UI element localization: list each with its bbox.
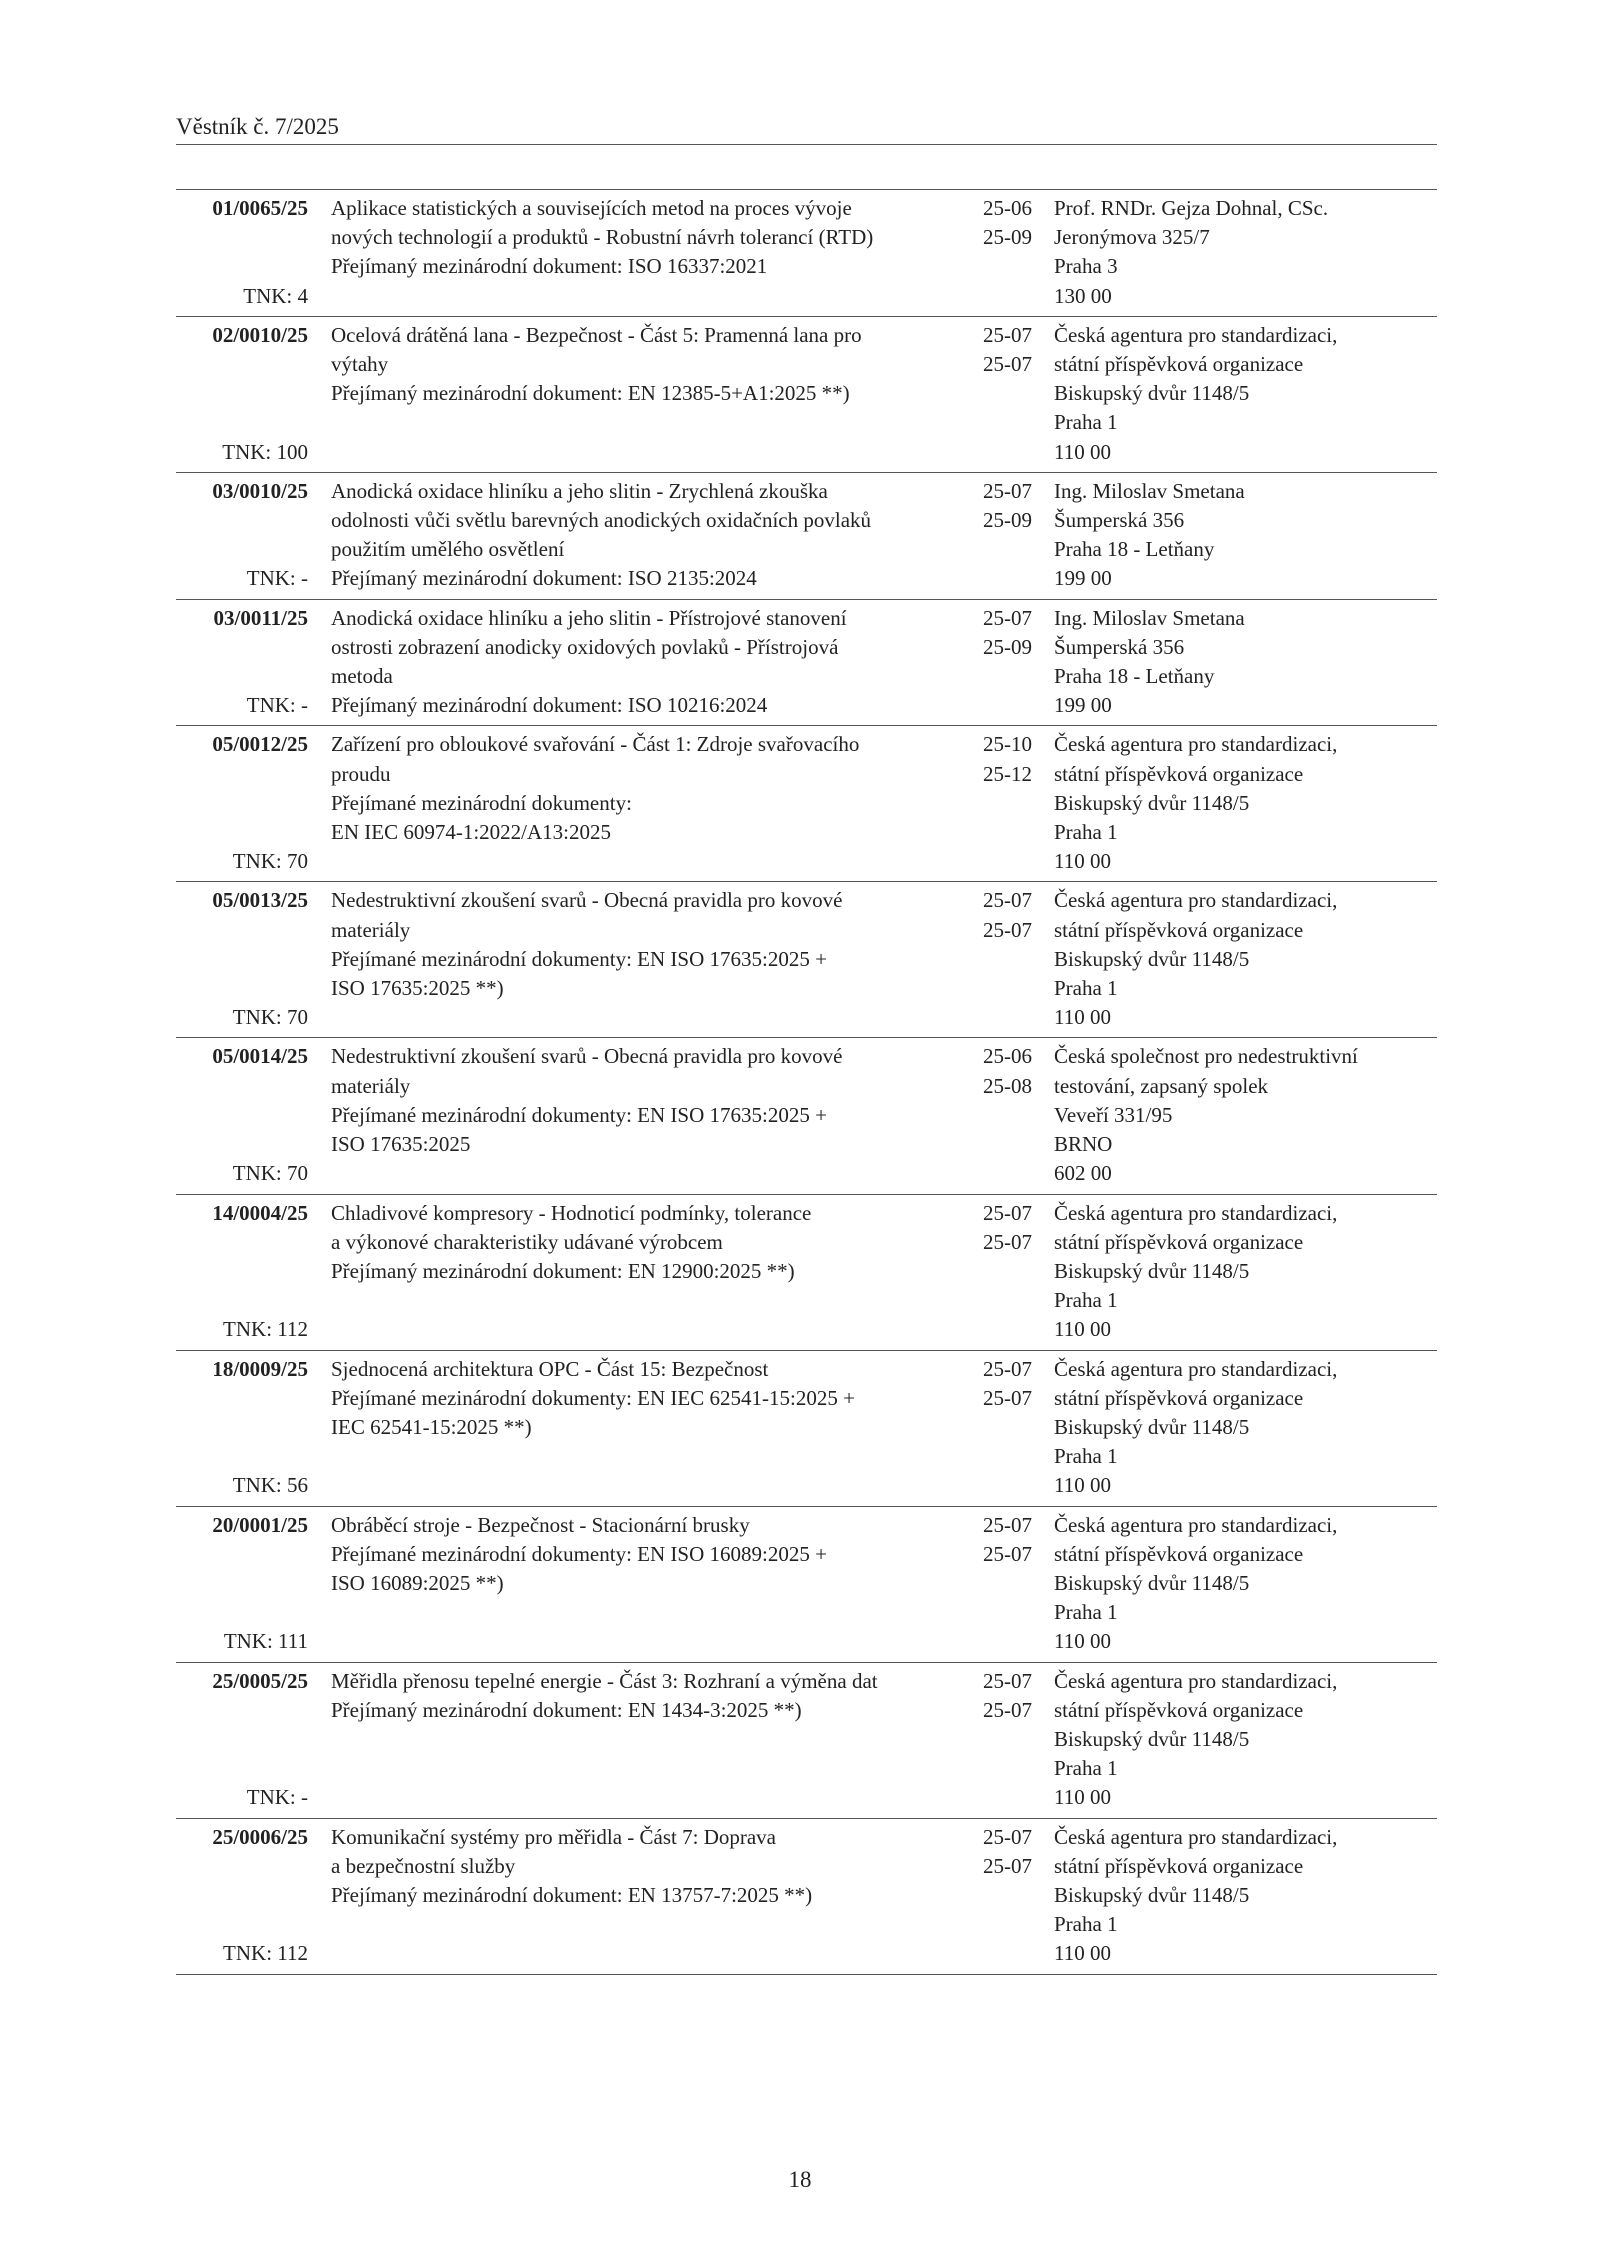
- description-line: Sjednocená architektura OPC - Část 15: Bezpečnost: [331, 1356, 769, 1381]
- address-line: 110 00: [1054, 1005, 1111, 1030]
- dates-cell: [967, 1355, 1042, 1501]
- standard-id-cell: [176, 886, 308, 1032]
- standard-id-cell: [176, 604, 308, 721]
- address-line: státní příspěvková organizace: [1054, 1853, 1304, 1878]
- dates-cell: [967, 1199, 1042, 1345]
- standard-number: 25/0005/25: [212, 1668, 308, 1693]
- tnk-label: TNK: 70: [232, 1005, 308, 1030]
- date-value: 25-06: [983, 1044, 1032, 1069]
- standard-number: 05/0013/25: [212, 888, 308, 913]
- processor-address-cell: [1042, 1511, 1437, 1657]
- table-row: [176, 1819, 1437, 1975]
- address-line: 110 00: [1054, 849, 1111, 874]
- description-line: Přejímaný mezinárodní dokument: ISO 2135:2024: [331, 566, 757, 591]
- standard-number: 01/0065/25: [212, 196, 308, 220]
- tnk-label: TNK: 70: [232, 849, 308, 874]
- description-line: Přejímané mezinárodní dokumenty: EN IEC 62541-15:2025 +: [331, 1385, 855, 1410]
- address-line: státní příspěvková organizace: [1054, 761, 1304, 786]
- date-value: 25-07: [983, 1853, 1032, 1878]
- description-cell: [308, 1042, 967, 1188]
- table-row: [176, 726, 1437, 882]
- description-line: Komunikační systémy pro měřidla - Část 7: Doprava: [331, 1824, 776, 1849]
- address-line: Praha 1: [1054, 1288, 1118, 1313]
- description-cell: [308, 1511, 967, 1657]
- standard-id-cell: [176, 1199, 308, 1345]
- standard-id-cell: [176, 1511, 308, 1657]
- standard-id-cell: [176, 730, 308, 876]
- address-line: Ing. Miloslav Smetana: [1054, 478, 1245, 503]
- description-line: Přejímaný mezinárodní dokument: EN 12385-5+A1:2025 **): [331, 381, 850, 406]
- date-value: 25-07: [983, 322, 1032, 347]
- description-line: a bezpečnostní služby: [331, 1853, 516, 1878]
- description-cell: [308, 194, 967, 311]
- standard-number: 25/0006/25: [212, 1824, 308, 1849]
- date-value: 25-07: [983, 1356, 1032, 1381]
- dates-cell: [967, 1823, 1042, 1969]
- table-row: [176, 1507, 1437, 1663]
- processor-address-cell: [1042, 1823, 1437, 1969]
- description-cell: [308, 321, 967, 467]
- description-line: Přejímaný mezinárodní dokument: EN 13757-7:2025 **): [331, 1882, 813, 1907]
- date-value: 25-09: [983, 634, 1032, 659]
- date-value: 25-07: [983, 352, 1032, 377]
- standard-id-cell: [176, 1823, 308, 1969]
- address-line: Česká agentura pro standardizaci,: [1054, 1356, 1338, 1381]
- page-header: [176, 112, 1437, 145]
- tnk-label: TNK: 111: [223, 1629, 308, 1654]
- address-line: Praha 1: [1054, 976, 1118, 1001]
- standard-number: 05/0012/25: [212, 732, 308, 757]
- address-line: státní příspěvková organizace: [1054, 1541, 1304, 1566]
- tnk-label: TNK: 112: [223, 1317, 308, 1342]
- address-line: Česká agentura pro standardizaci,: [1054, 732, 1338, 757]
- description-line: Nedestruktivní zkoušení svarů - Obecná pravidla pro kovové: [331, 888, 843, 913]
- description-cell: [308, 730, 967, 876]
- description-line: ISO 17635:2025: [331, 1132, 471, 1157]
- address-line: Biskupský dvůr 1148/5: [1054, 381, 1250, 406]
- address-line: Biskupský dvůr 1148/5: [1054, 1258, 1250, 1283]
- address-line: Biskupský dvůr 1148/5: [1054, 1882, 1250, 1907]
- tnk-label: TNK: 4: [243, 283, 308, 308]
- address-line: státní příspěvková organizace: [1054, 352, 1304, 377]
- table-row: [176, 1195, 1437, 1351]
- standard-id-cell: [176, 321, 308, 467]
- description-line: Měřidla přenosu tepelné energie - Část 3: Rozhraní a výměna dat: [331, 1668, 878, 1693]
- description-cell: [308, 604, 967, 721]
- description-cell: [308, 1199, 967, 1345]
- address-line: Prof. RNDr. Gejza Dohnal, CSc.: [1054, 196, 1329, 220]
- address-line: 110 00: [1054, 1473, 1111, 1498]
- description-cell: [308, 477, 967, 594]
- standard-number: 02/0010/25: [212, 322, 308, 347]
- date-value: 25-06: [983, 196, 1032, 220]
- address-line: Ing. Miloslav Smetana: [1054, 605, 1245, 630]
- address-line: Biskupský dvůr 1148/5: [1054, 946, 1250, 971]
- tnk-label: TNK: 100: [222, 439, 308, 464]
- description-line: nových technologií a produktů - Robustní návrh tolerancí (RTD): [331, 225, 874, 250]
- description-line: Ocelová drátěná lana - Bezpečnost - Část 5: Pramenná lana pro: [331, 322, 862, 347]
- date-value: 25-07: [983, 605, 1032, 630]
- address-line: Jeronýmova 325/7: [1054, 225, 1210, 250]
- table-row: [176, 1663, 1437, 1819]
- description-line: IEC 62541-15:2025 **): [331, 1414, 532, 1439]
- tnk-label: TNK: -: [246, 693, 308, 718]
- date-value: 25-10: [983, 732, 1032, 757]
- address-line: 110 00: [1054, 1785, 1111, 1810]
- address-line: státní příspěvková organizace: [1054, 1697, 1304, 1722]
- standard-id-cell: [176, 194, 308, 311]
- address-line: 110 00: [1054, 1317, 1111, 1342]
- date-value: 25-07: [983, 1229, 1032, 1254]
- date-value: 25-07: [983, 1385, 1032, 1410]
- processor-address-cell: [1042, 730, 1437, 876]
- table-row: [176, 473, 1437, 600]
- description-line: Obráběcí stroje - Bezpečnost - Stacionární brusky: [331, 1512, 750, 1537]
- dates-cell: [967, 194, 1042, 311]
- date-value: 25-09: [983, 225, 1032, 250]
- address-line: státní příspěvková organizace: [1054, 1385, 1304, 1410]
- date-value: 25-07: [983, 888, 1032, 913]
- standard-id-cell: [176, 477, 308, 594]
- date-value: 25-07: [983, 1668, 1032, 1693]
- address-line: Česká agentura pro standardizaci,: [1054, 1200, 1338, 1225]
- dates-cell: [967, 604, 1042, 721]
- tnk-label: TNK: -: [246, 566, 308, 591]
- standard-number: 14/0004/25: [212, 1200, 308, 1225]
- tnk-label: TNK: 70: [232, 1161, 308, 1186]
- description-line: Aplikace statistických a souvisejících metod na proces vývoje: [331, 196, 852, 220]
- dates-cell: [967, 321, 1042, 467]
- description-cell: [308, 1823, 967, 1969]
- address-line: Biskupský dvůr 1148/5: [1054, 1414, 1250, 1439]
- description-line: Přejímaný mezinárodní dokument: EN 1434-3:2025 **): [331, 1697, 802, 1722]
- date-value: 25-07: [983, 1512, 1032, 1537]
- description-line: Chladivové kompresory - Hodnoticí podmínky, tolerance: [331, 1200, 812, 1225]
- description-line: metoda: [331, 664, 393, 689]
- address-line: testování, zapsaný spolek: [1054, 1073, 1269, 1098]
- description-line: Přejímané mezinárodní dokumenty: EN ISO 17635:2025 +: [331, 1102, 827, 1127]
- description-line: ostrosti zobrazení anodicky oxidových povlaků - Přístrojová: [331, 634, 839, 659]
- address-line: Praha 1: [1054, 1756, 1118, 1781]
- standard-number: 18/0009/25: [212, 1356, 308, 1381]
- standard-number: 20/0001/25: [212, 1512, 308, 1537]
- description-cell: [308, 1355, 967, 1501]
- page-title: Věstník č. 7/2025: [176, 114, 339, 139]
- tnk-label: TNK: -: [246, 1785, 308, 1810]
- description-line: materiály: [331, 1073, 411, 1098]
- table-row: [176, 1038, 1437, 1194]
- description-line: EN IEC 60974-1:2022/A13:2025: [331, 820, 611, 845]
- standard-id-cell: [176, 1042, 308, 1188]
- address-line: Šumperská 356: [1054, 634, 1185, 659]
- address-line: Biskupský dvůr 1148/5: [1054, 1570, 1250, 1595]
- tnk-label: TNK: 112: [223, 1941, 308, 1966]
- date-value: 25-08: [983, 1073, 1032, 1098]
- description-line: Anodická oxidace hliníku a jeho slitin - Zrychlená zkouška: [331, 478, 828, 503]
- description-line: Zařízení pro obloukové svařování - Část 1: Zdroje svařovacího: [331, 732, 860, 757]
- table-row: [176, 317, 1437, 473]
- description-cell: [308, 886, 967, 1032]
- address-line: Praha 1: [1054, 1912, 1118, 1937]
- dates-cell: [967, 730, 1042, 876]
- description-line: Nedestruktivní zkoušení svarů - Obecná pravidla pro kovové: [331, 1044, 843, 1069]
- standard-number: 03/0011/25: [213, 605, 308, 630]
- description-line: odolnosti vůči světlu barevných anodických oxidačních povlaků: [331, 508, 872, 533]
- description-line: materiály: [331, 917, 411, 942]
- description-line: proudu: [331, 761, 391, 786]
- description-line: ISO 17635:2025 **): [331, 976, 504, 1001]
- address-line: státní příspěvková organizace: [1054, 917, 1304, 942]
- dates-cell: [967, 1042, 1042, 1188]
- processor-address-cell: [1042, 1199, 1437, 1345]
- address-line: 602 00: [1054, 1161, 1112, 1186]
- date-value: 25-07: [983, 1824, 1032, 1849]
- address-line: Česká agentura pro standardizaci,: [1054, 1512, 1338, 1537]
- address-line: Praha 1: [1054, 1600, 1118, 1625]
- standard-id-cell: [176, 1667, 308, 1813]
- date-value: 25-07: [983, 1697, 1032, 1722]
- date-value: 25-12: [983, 761, 1032, 786]
- processor-address-cell: [1042, 1355, 1437, 1501]
- address-line: Praha 1: [1054, 1444, 1118, 1469]
- address-line: 110 00: [1054, 1941, 1111, 1966]
- address-line: Praha 1: [1054, 410, 1118, 435]
- table-row: [176, 1351, 1437, 1507]
- description-line: Přejímaný mezinárodní dokument: ISO 16337:2021: [331, 254, 768, 279]
- address-line: Praha 18 - Letňany: [1054, 537, 1215, 562]
- standard-number: 03/0010/25: [212, 478, 308, 503]
- processor-address-cell: [1042, 321, 1437, 467]
- description-line: Anodická oxidace hliníku a jeho slitin - Přístrojové stanovení: [331, 605, 847, 630]
- address-line: Biskupský dvůr 1148/5: [1054, 790, 1250, 815]
- address-line: 110 00: [1054, 439, 1111, 464]
- description-line: Přejímané mezinárodní dokumenty: EN ISO 16089:2025 +: [331, 1541, 827, 1566]
- address-line: Biskupský dvůr 1148/5: [1054, 1726, 1250, 1751]
- processor-address-cell: [1042, 1667, 1437, 1813]
- dates-cell: [967, 477, 1042, 594]
- address-line: 110 00: [1054, 1629, 1111, 1654]
- date-value: 25-07: [983, 478, 1032, 503]
- date-value: 25-07: [983, 917, 1032, 942]
- description-line: Přejímané mezinárodní dokumenty: EN ISO 17635:2025 +: [331, 946, 827, 971]
- date-value: 25-07: [983, 1541, 1032, 1566]
- dates-cell: [967, 1667, 1042, 1813]
- address-line: 130 00: [1054, 283, 1112, 308]
- date-value: 25-07: [983, 1200, 1032, 1225]
- description-line: ISO 16089:2025 **): [331, 1570, 504, 1595]
- address-line: Veveří 331/95: [1054, 1102, 1173, 1127]
- standard-number: 05/0014/25: [212, 1044, 308, 1069]
- description-line: Přejímaný mezinárodní dokument: ISO 10216:2024: [331, 693, 768, 718]
- processor-address-cell: [1042, 194, 1437, 311]
- description-line: výtahy: [331, 352, 389, 377]
- processor-address-cell: [1042, 1042, 1437, 1188]
- dates-cell: [967, 886, 1042, 1032]
- address-line: Česká agentura pro standardizaci,: [1054, 1824, 1338, 1849]
- date-value: 25-09: [983, 508, 1032, 533]
- address-line: Praha 1: [1054, 820, 1118, 845]
- processor-address-cell: [1042, 477, 1437, 594]
- table-row: [176, 190, 1437, 317]
- table-row: [176, 882, 1437, 1038]
- address-line: státní příspěvková organizace: [1054, 1229, 1304, 1254]
- address-line: 199 00: [1054, 566, 1112, 591]
- processor-address-cell: [1042, 604, 1437, 721]
- description-line: použitím umělého osvětlení: [331, 537, 565, 562]
- processor-address-cell: [1042, 886, 1437, 1032]
- address-line: Česká agentura pro standardizaci,: [1054, 888, 1338, 913]
- address-line: Praha 18 - Letňany: [1054, 664, 1215, 689]
- address-line: Česká společnost pro nedestruktivní: [1054, 1044, 1358, 1069]
- address-line: BRNO: [1054, 1132, 1113, 1157]
- tnk-label: TNK: 56: [232, 1473, 308, 1498]
- description-line: Přejímaný mezinárodní dokument: EN 12900:2025 **): [331, 1258, 795, 1283]
- standards-table: [176, 189, 1437, 1975]
- description-line: Přejímané mezinárodní dokumenty:: [331, 790, 632, 815]
- description-cell: [308, 1667, 967, 1813]
- dates-cell: [967, 1511, 1042, 1657]
- address-line: 199 00: [1054, 693, 1112, 718]
- address-line: Šumperská 356: [1054, 508, 1185, 533]
- address-line: Česká agentura pro standardizaci,: [1054, 1668, 1338, 1693]
- page-number: 18: [788, 2167, 812, 2192]
- description-line: a výkonové charakteristiky udávané výrobcem: [331, 1229, 723, 1254]
- standard-id-cell: [176, 1355, 308, 1501]
- address-line: Praha 3: [1054, 254, 1118, 279]
- table-row: [176, 600, 1437, 727]
- address-line: Česká agentura pro standardizaci,: [1054, 322, 1338, 347]
